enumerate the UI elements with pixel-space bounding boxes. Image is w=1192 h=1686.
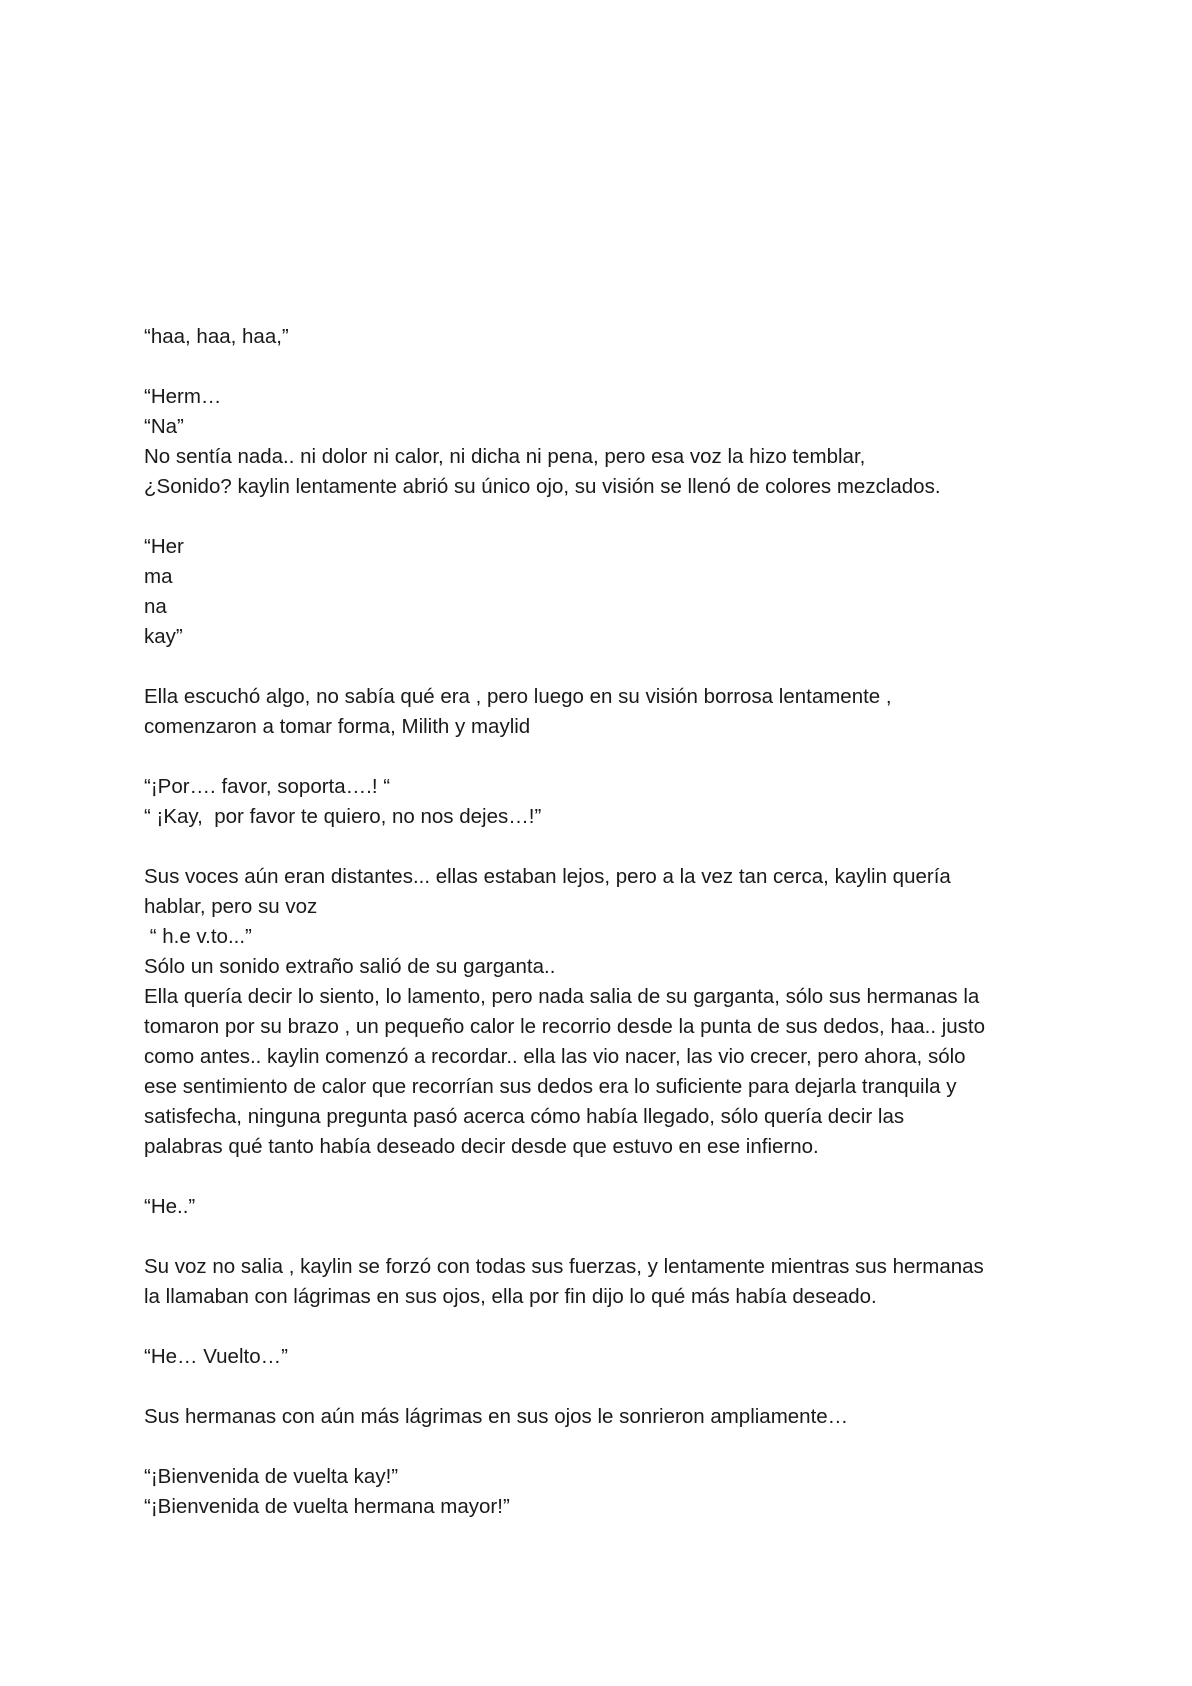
text-line: kay” — [144, 625, 183, 648]
text-line: palabras qué tanto había deseado decir desde que estuvo en ese infierno. — [144, 1135, 819, 1158]
text-line: Sólo un sonido extraño salió de su garganta.. — [144, 955, 556, 978]
blank-line — [144, 1372, 1064, 1402]
blank-line — [144, 832, 1064, 862]
blank-line — [144, 742, 1064, 772]
text-line: ¿Sonido? kaylin lentamente abrió su único ojo, su visión se llenó de colores mezclados. — [144, 475, 941, 498]
text-line: “Na” — [144, 415, 184, 438]
text-line: ese sentimiento de calor que recorrían sus dedos era lo suficiente para dejarla tranquila y — [144, 1075, 957, 1098]
document-body — [144, 322, 1064, 1522]
text-line: “¡Bienvenida de vuelta kay!” — [144, 1465, 399, 1488]
text-line: satisfecha, ninguna pregunta pasó acerca cómo había llegado, sólo quería decir las — [144, 1105, 905, 1128]
text-line: “ h.e v.to...” — [144, 925, 252, 948]
text-line: “ ¡Kay, por favor te quiero, no nos dejes…!” — [144, 805, 542, 828]
text-line: “Her — [144, 535, 184, 558]
text-line: ma — [144, 565, 173, 588]
blank-line — [144, 502, 1064, 532]
text-line: na — [144, 595, 167, 618]
text-line: Ella quería decir lo siento, lo lamento, pero nada salia de su garganta, sólo sus hermanas la — [144, 985, 980, 1008]
blank-line — [144, 1312, 1064, 1342]
text-line: Sus hermanas con aún más lágrimas en sus ojos le sonrieron ampliamente… — [144, 1405, 849, 1428]
text-line: Su voz no salia , kaylin se forzó con todas sus fuerzas, y lentamente mientras sus hermanas — [144, 1255, 984, 1278]
text-line: hablar, pero su voz — [144, 895, 318, 918]
text-line: “¡Por…. favor, soporta….! “ — [144, 775, 391, 798]
text-line: comenzaron a tomar forma, Milith y maylid — [144, 715, 531, 738]
text-line: “He… Vuelto…” — [144, 1345, 288, 1368]
text-line: No sentía nada.. ni dolor ni calor, ni dicha ni pena, pero esa voz la hizo temblar, — [144, 445, 866, 468]
text-line: “¡Bienvenida de vuelta hermana mayor!” — [144, 1495, 510, 1518]
text-line: tomaron por su brazo , un pequeño calor le recorrio desde la punta de sus dedos, haa.. justo — [144, 1015, 986, 1038]
text-line: “Herm… — [144, 385, 222, 408]
blank-line — [144, 1162, 1064, 1192]
text-line: como antes.. kaylin comenzó a recordar.. ella las vio nacer, las vio crecer, pero ahora, sólo — [144, 1045, 966, 1068]
text-line: “haa, haa, haa,” — [144, 325, 289, 348]
blank-line — [144, 1432, 1064, 1462]
blank-line — [144, 1222, 1064, 1252]
text-line: la llamaban con lágrimas en sus ojos, ella por fin dijo lo qué más había deseado. — [144, 1285, 877, 1308]
text-line: “He..” — [144, 1195, 196, 1218]
text-line: Ella escuchó algo, no sabía qué era , pero luego en su visión borrosa lentamente , — [144, 685, 892, 708]
text-line: Sus voces aún eran distantes... ellas estaban lejos, pero a la vez tan cerca, kaylin quería — [144, 865, 951, 888]
blank-line — [144, 352, 1064, 382]
blank-line — [144, 652, 1064, 682]
